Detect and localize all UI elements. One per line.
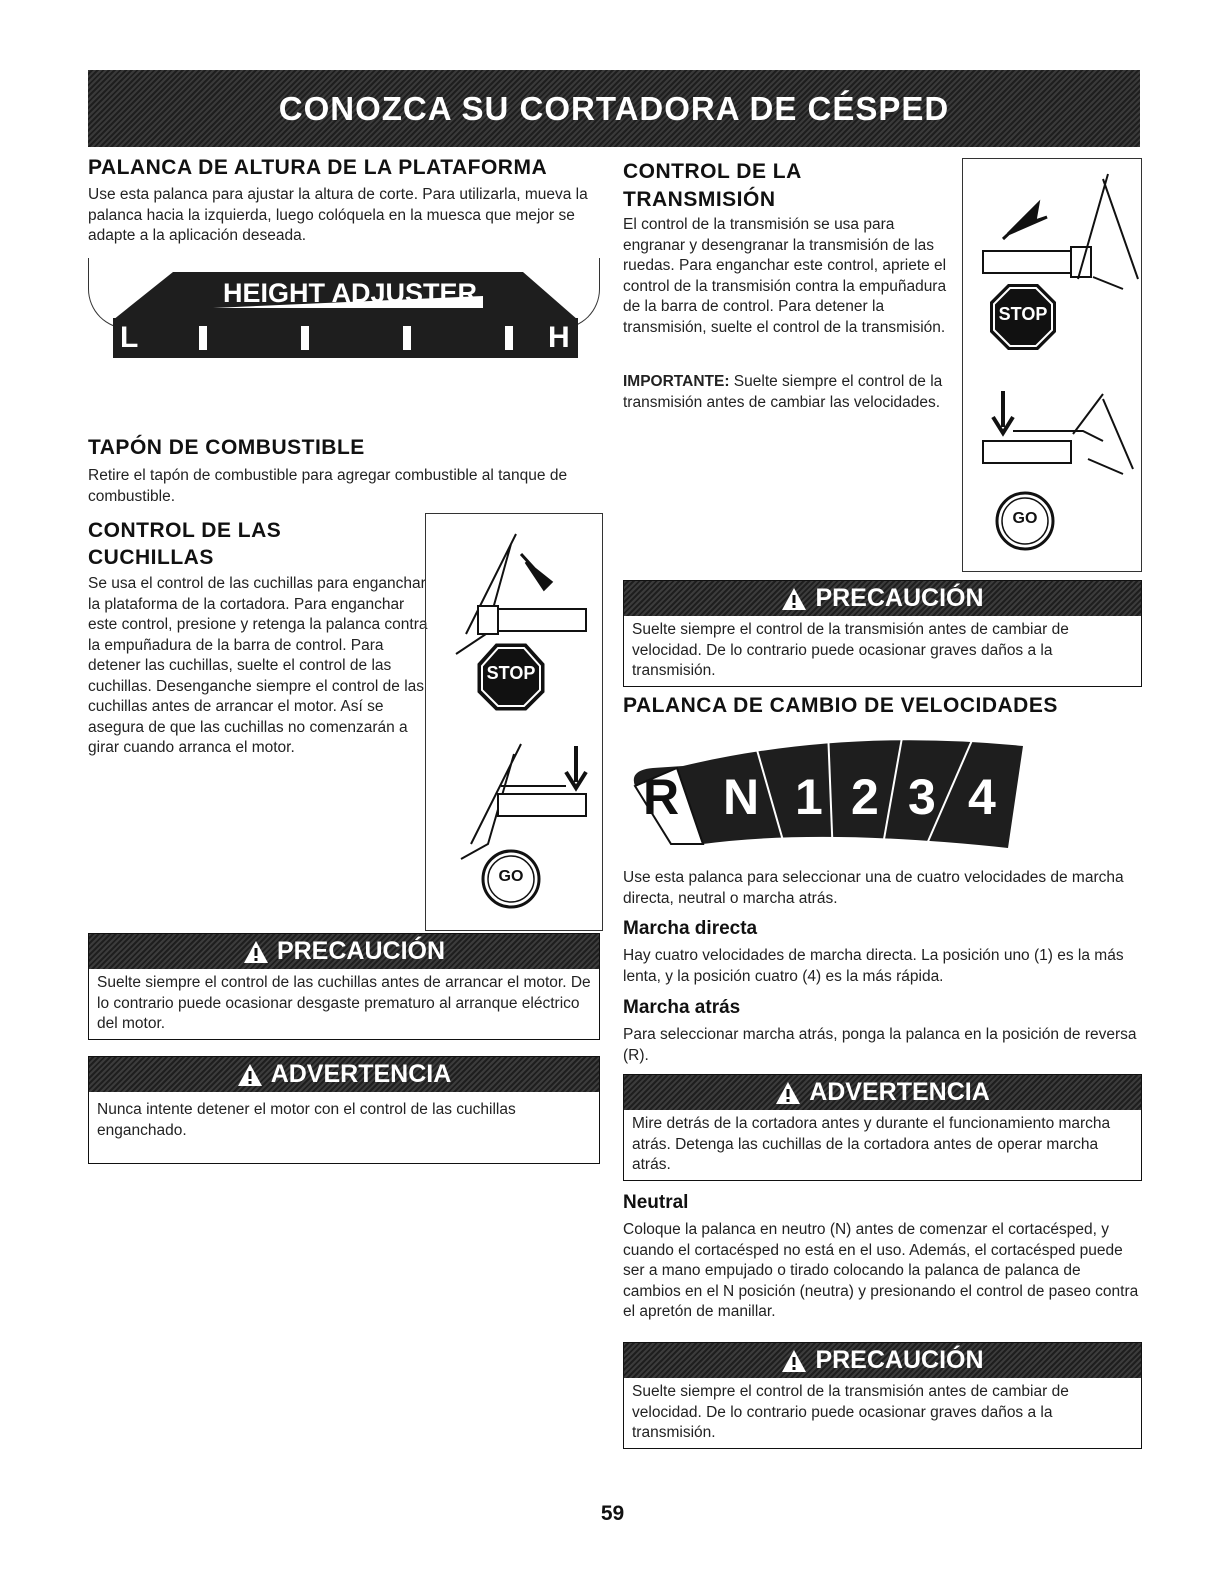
important-text: Suelte siempre el control de la transmisión antes de cambiar las velocidades.	[623, 373, 943, 411]
deck-text: Use esta palanca para ajustar la altura de corte. Para utilizarla, mueva la palanca hacia la izquierda, luego colóquela en la muesca que mejor se adapte a la aplicación deseada.	[88, 186, 588, 244]
warning-reverse-box	[623, 1074, 1142, 1181]
height-notch-strip	[113, 318, 578, 358]
blade-go-label: GO	[498, 868, 524, 885]
caution-blade-box	[88, 933, 600, 1040]
gear-3-label: 3	[908, 769, 936, 825]
gear-1-label: 1	[795, 769, 823, 825]
warning-triangle-icon	[237, 1063, 263, 1087]
blade-text: Se usa el control de las cuchillas para enganchar la plataforma de la cortadora. Para enganchar este control, presione y retenga la palanca contra la empuñadura de la barra de control. Para detener las cuchillas, suelte el control de las cuchillas. Desenganche siempre el control de las cuchillas antes de arrancar el motor. Así se asegura de que las cuchillas no comenzarán a girar cuando arranca el motor.	[88, 575, 428, 756]
warning-blade-header	[89, 1057, 599, 1092]
caution-blade-text: Suelte siempre el control de las cuchillas antes de arrancar el motor. De lo contrario puede ocasionar desgaste prematuro al arranque eléctrico del motor.	[97, 974, 591, 1032]
gear-r-label: R	[643, 769, 680, 825]
gear-2-label: 2	[851, 769, 879, 825]
drive-heading-line1: CONTROL DE LA	[623, 160, 802, 183]
blade-heading-line1: CONTROL DE LAS	[88, 519, 282, 542]
gauge-high-label: H	[548, 321, 570, 354]
caution-blade-header	[89, 934, 599, 969]
drive-go-label: GO	[1012, 510, 1038, 527]
drive-heading-line2: TRANSMISIÓN	[623, 188, 776, 211]
drive-important	[623, 372, 958, 413]
warning-triangle-icon	[243, 940, 269, 964]
warning-triangle-icon	[775, 1081, 801, 1105]
important-label: IMPORTANTE:	[623, 373, 730, 390]
caution-neutral-header	[624, 1343, 1141, 1378]
forward-text: Hay cuatro velocidades de marcha directa. La posición uno (1) es la más lenta, y la posición cuatro (4) es la más rápida.	[623, 947, 1124, 985]
blade-heading-line2: CUCHILLAS	[88, 546, 214, 569]
caution-neutral-title: PRECAUCIÓN	[815, 1346, 984, 1374]
drive-control-figure	[962, 158, 1142, 572]
caution-neutral-box	[623, 1342, 1142, 1449]
gear-positions	[623, 728, 1043, 868]
caution-drive-box	[623, 580, 1142, 687]
fuel-heading: TAPÓN DE COMBUSTIBLE	[88, 436, 365, 459]
warning-blade-title: ADVERTENCIA	[270, 1060, 452, 1088]
warning-triangle-icon	[781, 587, 807, 611]
drive-stop-label: STOP	[998, 304, 1048, 324]
warning-blade-box	[88, 1056, 600, 1164]
shift-text: Use esta palanca para seleccionar una de cuatro velocidades de marcha directa, neutral o marcha atrás.	[623, 869, 1124, 907]
forward-heading: Marcha directa	[623, 918, 758, 939]
gauge-low-label: L	[120, 321, 139, 354]
reverse-heading: Marcha atrás	[623, 997, 741, 1018]
blade-stop-label: STOP	[486, 663, 536, 683]
deck-heading: PALANCA DE ALTURA DE LA PLATAFORMA	[88, 156, 548, 179]
blade-control-figure	[425, 513, 603, 931]
drive-text: El control de la transmisión se usa para engranar y desengranar la transmisión de las ruedas. Para enganchar este control, apriete el control de la transmisión contra la empuñadura de la barra de control. Para detener la transmisión, suelte el control de la transmisión.	[623, 216, 947, 336]
warning-reverse-text: Mire detrás de la cortadora antes y durante el funcionamiento marcha atrás. Detenga las cuchillas de la cortadora antes de operar marcha atrás.	[632, 1115, 1111, 1173]
shift-heading: PALANCA DE CAMBIO DE VELOCIDADES	[623, 694, 1058, 717]
gear-4-label: 4	[968, 769, 996, 825]
gear-n-label: N	[723, 769, 760, 825]
height-adjuster-title: HEIGHT ADJUSTER	[222, 278, 478, 308]
warning-reverse-header	[624, 1075, 1141, 1110]
warning-blade-text: Nunca intente detener el motor con el control de las cuchillas enganchado.	[97, 1101, 516, 1139]
caution-drive-header	[624, 581, 1141, 616]
page-number: 59	[600, 1502, 625, 1525]
page-banner: CONOZCA SU CORTADORA DE CÉSPED	[88, 70, 1140, 147]
caution-drive-text: Suelte siempre el control de la transmisión antes de cambiar de velocidad. De lo contrario puede ocasionar graves daños a la transmisión.	[632, 621, 1069, 679]
warning-reverse-title: ADVERTENCIA	[809, 1078, 990, 1106]
fuel-text: Retire el tapón de combustible para agregar combustible al tanque de combustible.	[88, 467, 568, 505]
warning-triangle-icon	[781, 1349, 807, 1373]
caution-blade-title: PRECAUCIÓN	[276, 937, 446, 965]
reverse-text: Para seleccionar marcha atrás, ponga la palanca en la posición de reversa (R).	[623, 1026, 1137, 1064]
neutral-heading: Neutral	[623, 1192, 689, 1213]
caution-drive-title: PRECAUCIÓN	[815, 584, 984, 612]
neutral-text: Coloque la palanca en neutro (N) antes de comenzar el cortacésped, y cuando el cortacésped no está en el uso. Además, el cortacésped puede ser a mano empujado o tirado colocando la palanca de palanca de cambios en el N posición (neutra) y presionando el control de paseo contra el apretón de manillar.	[623, 1221, 1139, 1320]
caution-neutral-text: Suelte siempre el control de la transmisión antes de cambiar de velocidad. De lo contrario puede ocasionar graves daños a la transmisión.	[632, 1383, 1069, 1441]
